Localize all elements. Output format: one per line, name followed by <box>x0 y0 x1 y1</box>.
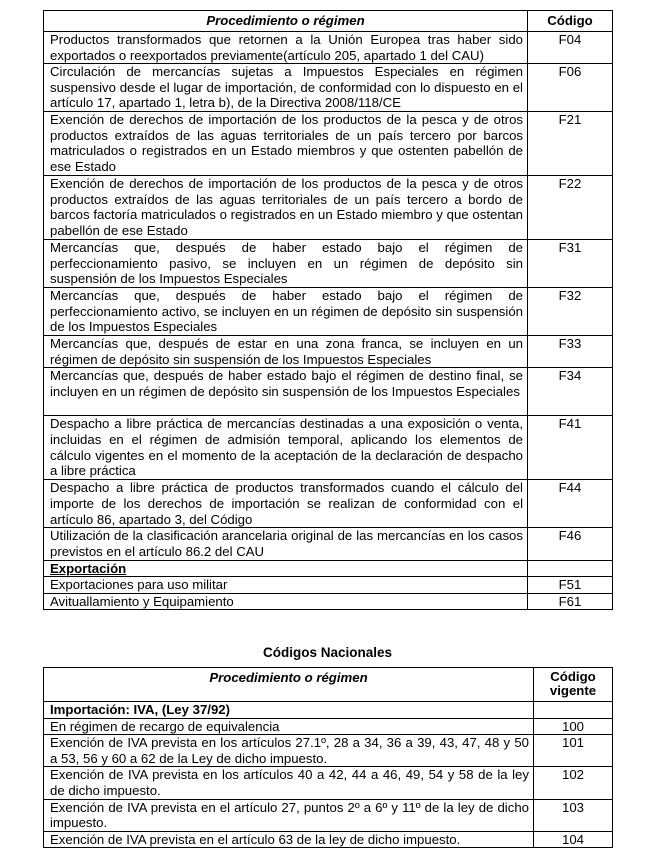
procedure-description: Despacho a libre práctica de mercancías destinadas a una exposición o venta, incluidas en el régimen de admisión temporal, aplicando los elementos de cálculo vigentes en el momento de la aceptación de la declaración de despacho a libre práctica <box>44 416 528 480</box>
procedure-description: Exención de IVA prevista en el artículo 27, puntos 2º a 6º y 11º de la ley de dicho impuesto. <box>44 799 534 831</box>
union-codes-table <box>43 10 613 610</box>
table-row <box>44 336 613 368</box>
table-row <box>44 480 613 528</box>
procedure-description: Mercancías que, después de haber estado bajo el régimen de perfeccionamiento activo, se incluyen en un régimen de depósito sin suspensión de los Impuestos Especiales <box>44 288 528 336</box>
table-row <box>44 416 613 480</box>
procedure-column-header: Procedimiento o régimen <box>44 668 534 702</box>
empty-cell <box>534 702 613 719</box>
table-row <box>44 368 613 416</box>
empty-cell <box>528 560 613 577</box>
procedure-description: Mercancías que, después de haber estado bajo el régimen de perfeccionamiento pasivo, se incluyen en un régimen de depósito sin suspensión de los Impuestos Especiales <box>44 240 528 288</box>
procedure-code: F22 <box>528 176 613 240</box>
procedure-code: 103 <box>534 799 613 831</box>
table-row <box>44 32 613 64</box>
table-row <box>44 176 613 240</box>
section-heading-text: Exportación <box>50 560 127 576</box>
procedure-code: F06 <box>528 64 613 112</box>
procedure-description: En régimen de recargo de equivalencia <box>44 718 534 735</box>
procedure-code: F32 <box>528 288 613 336</box>
procedure-code: F31 <box>528 240 613 288</box>
procedure-column-header: Procedimiento o régimen <box>44 11 528 32</box>
section-row-exportacion <box>44 560 613 577</box>
national-codes-title: Códigos Nacionales <box>262 645 393 660</box>
procedure-description: Exención de derechos de importación de los productos de la pesca y de otros productos extraídos de las aguas territoriales de un país tercero por barcos matriculados o registrados en un Estado miembros y que ostenten pabellón de ese Estado <box>44 112 528 176</box>
procedure-description: Mercancías que, después de haber estado bajo el régimen de destino final, se incluyen en un régimen de depósito sin suspensión de los Impuestos Especiales <box>44 368 528 416</box>
section-row-importacion-iva <box>44 702 613 719</box>
section-heading <box>44 560 528 577</box>
procedure-code: F33 <box>528 336 613 368</box>
procedure-description: Avituallamiento y Equipamiento <box>44 593 528 610</box>
table-row <box>44 577 613 594</box>
table-row <box>44 831 613 848</box>
code-header-line2: vigente <box>549 683 597 698</box>
procedure-code: F34 <box>528 368 613 416</box>
procedure-description: Productos transformados que retornen a la Unión Europea tras haber sido exportados o reexportados previamente(artículo 205, apartado 1 del CAU) <box>44 32 528 64</box>
procedure-description: Mercancías que, después de estar en una zona franca, se incluyen en un régimen de depósito sin suspensión de los Impuestos Especiales <box>44 336 528 368</box>
table-row <box>44 735 613 767</box>
table-row <box>44 718 613 735</box>
procedure-code: F44 <box>528 480 613 528</box>
procedure-description: Circulación de mercancías sujetas a Impuestos Especiales en régimen suspensivo desde el lugar de importación, de conformidad con lo dispuesto en el artículo 17, apartado 1, letra b), de la Directiva 2008/118/CE <box>44 64 528 112</box>
section-heading: Importación: IVA, (Ley 37/92) <box>44 702 534 719</box>
table-row <box>44 240 613 288</box>
procedure-description: Despacho a libre práctica de productos transformados cuando el cálculo del importe de los derechos de importación se realizan de conformidad con el artículo 86, apartado 3, del Código <box>44 480 528 528</box>
procedure-code: 101 <box>534 735 613 767</box>
code-column-header <box>534 668 613 702</box>
procedure-description: Exención de IVA prevista en los artículos 40 a 42, 44 a 46, 49, 54 y 58 de la ley de dicho impuesto. <box>44 767 534 799</box>
procedure-code: F61 <box>528 593 613 610</box>
table-row <box>44 593 613 610</box>
procedure-code: F51 <box>528 577 613 594</box>
procedure-code: F21 <box>528 112 613 176</box>
procedure-code: 104 <box>534 831 613 848</box>
procedure-description: Utilización de la clasificación arancelaria original de las mercancías en los casos previstos en el artículo 86.2 del CAU <box>44 528 528 560</box>
procedure-description: Exención de IVA prevista en los artículos 27.1º, 28 a 34, 36 a 39, 43, 47, 48 y 50 a 53, 56 y 60 a 62 de la Ley de dicho impuesto. <box>44 735 534 767</box>
procedure-description: Exportaciones para uso militar <box>44 577 528 594</box>
procedure-code: 100 <box>534 718 613 735</box>
national-codes-table <box>43 667 613 848</box>
code-column-header: Código <box>528 11 613 32</box>
table-row <box>44 799 613 831</box>
procedure-description: Exención de derechos de importación de los productos de la pesca y de otros productos extraídos de las aguas territoriales de un país tercero a bordo de barcos factoría matriculados o registrados en un Estado miembro y que ostentan pabellón de ese Estado <box>44 176 528 240</box>
code-header-line1: Código <box>550 669 596 684</box>
procedure-code: F46 <box>528 528 613 560</box>
table-row <box>44 528 613 560</box>
table-row <box>44 64 613 112</box>
table-row <box>44 288 613 336</box>
table-row <box>44 112 613 176</box>
table-row <box>44 767 613 799</box>
procedure-code: F04 <box>528 32 613 64</box>
procedure-code: F41 <box>528 416 613 480</box>
table-header-row <box>44 11 613 32</box>
procedure-code: 102 <box>534 767 613 799</box>
procedure-description: Exención de IVA prevista en el artículo 63 de la ley de dicho impuesto. <box>44 831 534 848</box>
table-header-row <box>44 668 613 702</box>
